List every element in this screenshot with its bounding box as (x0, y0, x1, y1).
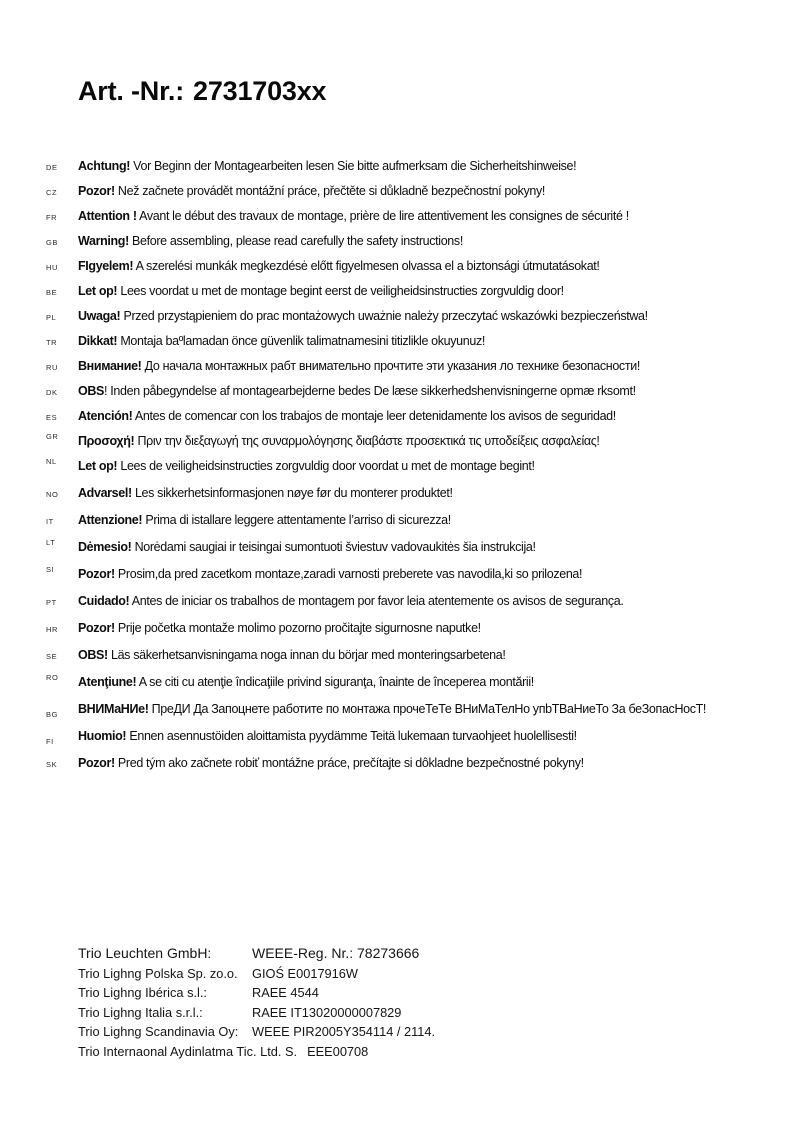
warning-sentence (78, 648, 506, 663)
warning-row (0, 513, 802, 540)
language-code: HU (46, 263, 59, 272)
warning-row (0, 384, 802, 409)
article-number-label: Art. -Nr.: (78, 76, 185, 106)
warning-lead-word: Внимание! (78, 359, 142, 373)
warning-body-text: Lees voordat u met de montage begint eerst de veiligheidsinstructies zorgvuldig door! (117, 284, 564, 298)
warning-row (0, 259, 802, 284)
warning-body-text: Antes de comencar con los trabajos de montaje leer detenidamente los avisos de seguridad! (132, 409, 616, 423)
warning-sentence (78, 409, 616, 424)
warning-row (0, 486, 802, 513)
registration-number: EEE00708 (307, 1043, 369, 1059)
warning-sentence (78, 334, 485, 349)
registration-row (78, 1003, 718, 1023)
warning-body-text: Przed przystąpieniem do prac montażowych uważnie należy przeczytać wskazówki bezpieczeństwa! (120, 309, 648, 323)
warning-sentence (78, 259, 600, 274)
language-code: TR (46, 338, 58, 347)
registration-row (78, 944, 718, 964)
warning-body-text: Prima di istallare leggere attentamente l’arriso di sicurezza! (142, 513, 451, 527)
registration-number: RAEE IT13020000007829 (252, 1004, 402, 1020)
warning-lead-word: OBS (78, 384, 105, 398)
warning-lead-word: Atención! (78, 409, 133, 423)
warning-lead-word: Pozor! (78, 184, 115, 198)
warning-row (0, 702, 802, 729)
registration-number: WEEE-Reg. Nr.: 78273666 (252, 945, 420, 961)
language-code: NO (46, 490, 59, 499)
warning-row (0, 594, 802, 621)
language-code: FR (46, 213, 58, 222)
warning-body-text: A szerelési munkák megkezdésė előtt figyelmesen olvassa el a biztonsági útmutatásokat! (133, 259, 600, 273)
language-code: NL (46, 457, 57, 466)
language-code: HR (46, 625, 59, 634)
language-code: GR (46, 432, 59, 441)
warning-body-text: Πριν την διεξαγωγή της συναρμολόγησης διαβάστε προσεκτικά τις υποδείξεις ασφαλείας! (134, 434, 600, 448)
language-code: FI (46, 737, 54, 746)
warning-sentence (78, 234, 463, 249)
registration-row (78, 1022, 718, 1042)
warning-sentence (78, 459, 535, 474)
warning-body-text: Než začnete provádět montážní práce, přečtěte si důkladně bezpečnostní pokyny! (114, 184, 546, 198)
company-name: Trio Lighng Ibérica s.l.: (78, 985, 207, 1000)
warning-row (0, 184, 802, 209)
warning-sentence (78, 309, 648, 324)
warning-row (0, 209, 802, 234)
warning-lead-word: ВНИМаНИе! (78, 702, 149, 716)
warning-lead-word: Attention ! (78, 209, 137, 223)
warning-lead-word: Pozor! (78, 621, 115, 635)
warning-sentence (78, 284, 564, 299)
registration-row (78, 1042, 718, 1062)
safety-warnings (0, 159, 802, 783)
company-name: Trio Leuchten GmbH: (78, 945, 212, 961)
warning-lead-word: Atenţiune! (78, 675, 137, 689)
warning-body-text: Prosim,da pred zacetkom montaze,zaradi varnosti preberete vas navodila,ki so prilozena! (114, 567, 583, 581)
registration-footer (78, 944, 718, 1061)
warning-body-text: Montaja baºlamadan önce güvenlik talimatnamesini titizlikle okuyunuz! (117, 334, 486, 348)
warning-row (0, 540, 802, 567)
warning-row (0, 648, 802, 675)
warning-lead-word: Huomio! (78, 729, 127, 743)
language-code: GB (46, 238, 59, 247)
warning-lead-word: Dėmesio! (78, 540, 132, 554)
warning-body-text: До начала монтажных рабт внимательно прочтите эти указания ло технике безопасности! (141, 359, 640, 373)
warning-sentence (78, 567, 582, 582)
warning-row (0, 334, 802, 359)
language-code: IT (46, 517, 54, 526)
language-code: BE (46, 288, 58, 297)
warning-row (0, 359, 802, 384)
company-name: Trio Lighng Italia s.r.l.: (78, 1004, 203, 1020)
warning-row (0, 621, 802, 648)
warning-lead-word: Let op! (78, 284, 118, 298)
warning-body-text: Antes de iniciar os trabalhos de montagem por favor leia atentemente os avisos de segurança. (129, 594, 624, 608)
language-code: PT (46, 598, 57, 607)
warning-lead-word: Uwaga! (78, 309, 121, 323)
language-code: ES (46, 413, 58, 422)
warning-row (0, 459, 802, 486)
warning-body-text: Ennen asennustöiden aloittamista pyydämme Teitä lukemaan turvaohjeet huolellisesti! (126, 729, 577, 743)
warning-row (0, 756, 802, 783)
warning-row (0, 159, 802, 184)
company-name: Trio Lighng Polska Sp. zo.o. (78, 965, 238, 981)
warning-sentence (78, 594, 624, 609)
warning-lead-word: Προσοχή! (78, 434, 135, 448)
warning-body-text: Prije početka montaže molimo pozorno pročitajte sigurnosne naputke! (114, 621, 481, 635)
language-code: DK (46, 388, 58, 397)
warning-sentence (78, 702, 706, 717)
article-number-value: 2731703xx (193, 76, 327, 106)
warning-sentence (78, 209, 629, 224)
warning-body-text: Les sikkerhetsinformasjonen nøye før du monterer produktet! (131, 486, 453, 500)
warning-row (0, 234, 802, 259)
warning-row (0, 309, 802, 334)
warning-sentence (78, 729, 577, 744)
warning-lead-word: Achtung! (78, 159, 131, 173)
warning-body-text: A se citi cu atenţie îndicaţiile privind siguranţa, înainte de începerea montării! (136, 675, 534, 689)
warning-body-text: Pred tým ako začnete robiť montážne práce, prečítajte si dôkladne bezpečnostné pokyny! (114, 756, 584, 770)
warning-row (0, 729, 802, 756)
language-code: LT (46, 538, 56, 547)
warning-sentence (78, 384, 636, 399)
warning-row (0, 434, 802, 459)
warning-lead-word: Dikkat! (78, 334, 118, 348)
warning-body-text: Norėdami saugiai ir teisingai sumontuoti šviestuv vadovaukitės šia instrukcija! (131, 540, 536, 554)
warning-body-text: Vor Beginn der Montagearbeiten lesen Sie bitte aufmerksam die Sicherheitshinweise! (130, 159, 577, 173)
warning-body-text: Lees de veiligheidsinstructies zorgvuldig door voordat u met de montage begint! (117, 459, 535, 473)
language-code: DE (46, 163, 58, 172)
registration-row (78, 964, 718, 984)
language-code: SK (46, 760, 58, 769)
company-name: Trio Internaonal Aydinlatma Tic. Ltd. S. (78, 1043, 298, 1059)
warning-sentence (78, 756, 584, 771)
warning-row (0, 409, 802, 434)
warning-lead-word: Attenzione! (78, 513, 143, 527)
registration-number: WEEE PIR2005Y354114 / 2114. (252, 1024, 436, 1039)
language-code: SI (46, 565, 55, 574)
language-code: BG (46, 710, 59, 719)
language-code: SE (46, 652, 58, 661)
warning-sentence (78, 675, 534, 690)
registration-number: RAEE 4544 (252, 985, 319, 1000)
language-code: RO (46, 673, 59, 682)
warning-sentence (78, 486, 453, 501)
language-code: CZ (46, 188, 58, 197)
warning-body-text: Läs säkerhetsanvisningama noga innan du börjar med monteringsarbetena! (107, 648, 506, 662)
warning-body-text: Avant le début des travaux de montage, prière de lire attentivement les consignes de sécurité ! (136, 209, 629, 223)
warning-sentence (78, 540, 536, 555)
warning-body-text: ! Inden påbegyndelse af montagearbejderne bedes De læse sikkerhedshenvisningerne opmæ rksomt! (104, 384, 636, 398)
warning-sentence (78, 359, 640, 374)
warning-lead-word: Pozor! (78, 567, 115, 581)
warning-lead-word: Pozor! (78, 756, 115, 770)
registration-number: GIOŚ E0017916W (252, 965, 358, 981)
language-code: RU (46, 363, 59, 372)
warning-lead-word: Cuidado! (78, 594, 130, 608)
article-number-title (78, 76, 326, 107)
warning-lead-word: Advarsel! (78, 486, 132, 500)
warning-sentence (78, 184, 545, 199)
language-code: PL (46, 313, 57, 322)
warning-sentence (78, 513, 451, 528)
warning-sentence (78, 159, 576, 174)
warning-row (0, 675, 802, 702)
company-name: Trio Lighng Scandinavia Oy: (78, 1024, 239, 1039)
warning-body-text: ПреДИ Да Запоцнете работите по монтажа прочеТеТе ВНиМаТелНо упbТВаНиеТо За беЗопасНосТ! (148, 702, 707, 716)
warning-sentence (78, 434, 600, 449)
warning-lead-word: OBS! (78, 648, 108, 662)
warning-sentence (78, 621, 481, 636)
warning-lead-word: Warning! (78, 234, 129, 248)
registration-row (78, 983, 718, 1003)
warning-body-text: Before assembling, please read carefully the safety instructions! (128, 234, 463, 248)
warning-row (0, 284, 802, 309)
warning-lead-word: FIgyelem! (78, 259, 134, 273)
warning-row (0, 567, 802, 594)
warning-lead-word: Let op! (78, 459, 118, 473)
